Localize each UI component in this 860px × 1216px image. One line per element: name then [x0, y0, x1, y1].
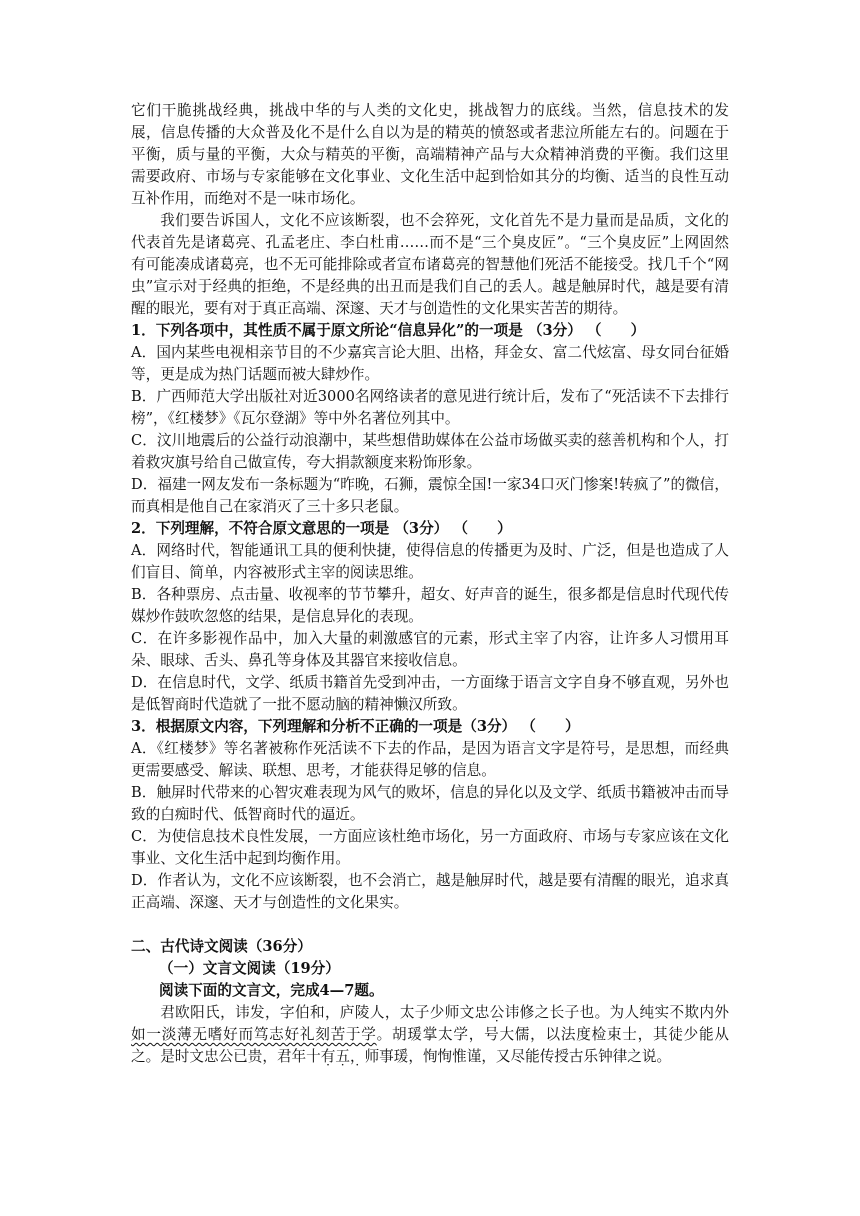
wavy-underlined-phrase: 如一淡薄无嗜好而笃志好礼刻苦于学: [131, 1026, 377, 1043]
question-2-option-a: A．网络时代，智能通讯工具的便利快捷，使得信息的传播更为及时、广泛，但是也造成了人们盲目、简单，内容被形式主宰的阅读思维。: [131, 542, 729, 581]
emphasized-character: 五: [335, 1048, 350, 1065]
document-page: [131, 100, 729, 1068]
question-2-option-c: C．在许多影视作品中，加入大量的刺激感官的元素，形式主宰了内容，让许多人习惯用耳朵、眼球、舌头、鼻孔等身体及其器官来接收信息。: [131, 630, 729, 669]
section-2-subtitle: （一）文言文阅读（19分）: [159, 960, 340, 977]
classical-text-segment: 。胡瑗掌太学，号大儒，以法度检束士，其徒少能从之。是时文忠公已贵，君年: [131, 1026, 729, 1065]
emphasized-character: 有: [320, 1048, 336, 1065]
question-3-option-d: D．作者认为，文化不应该断裂，也不会消亡，越是触屏时代，越是要有清醒的眼光，追求真正高端、深邃、天才与创造性的文化果实。: [131, 872, 729, 911]
question-2-stem: 2．下列理解，不符合原文意思的一项是 （3分） （ ）: [131, 520, 512, 537]
emphasized-character: 忠: [474, 1004, 490, 1021]
question-1-option-a: A．国内某些电视相亲节目的不少嘉宾言论大胆、出格，拜金女、富二代炫富、母女同台征婚等，更是成为热门话题而被大肆炒作。: [131, 344, 729, 383]
question-1-option-d: D．福建一网友发布一条标题为“昨晚，石狮，震惊全国!一家34口灭门惨案!转疯了”的微信，而真相是他自己在家消灭了三十多只老鼠。: [131, 476, 729, 515]
question-2-option-b: B．各种票房、点击量、收视率的节节攀升，超女、好声音的诞生，很多都是信息时代现代传媒炒作鼓吹忽悠的结果，是信息异化的表现。: [131, 586, 729, 625]
question-3-option-c: C．为使信息技术良性发展，一方面应该杜绝市场化，另一方面政府、市场与专家应该在文化事业、文化生活中起到均衡作用。: [131, 828, 729, 867]
section-spacer: [131, 914, 729, 936]
question-3-stem: 3．根据原文内容，下列理解和分析不正确的一项是（3分） （ ）: [131, 718, 580, 735]
question-1-option-c: C．汶川地震后的公益行动浪潮中，某些想借助媒体在公益市场做买卖的慈善机构和个人，打着救灾旗号给自己做宣传，夸大捐款额度来粉饰形象。: [131, 432, 729, 471]
question-3-option-b: B．触屏时代带来的心智灾难表现为风气的败坏，信息的异化以及文学、纸质书籍被冲击而导致的白痴时代、低智商时代的逼近。: [131, 784, 729, 823]
emphasized-character: 十: [306, 1048, 321, 1065]
classical-text-paragraph: [131, 1002, 729, 1068]
classical-text-segment: ，师事瑗，恂恂惟谨，又尽能传授古乐钟律之说。: [349, 1048, 672, 1065]
question-2-option-d: D．在信息时代，文学、纸质书籍首先受到冲击，一方面缘于语言文字自身不够直观，另外也是低智商时代造就了一批不愿动脑的精神懒汉所致。: [131, 674, 729, 713]
section-2-instruction: 阅读下面的文言文，完成4—7题。: [159, 982, 384, 999]
question-3-option-a: A．《红楼梦》等名著被称作死活读不下去的作品，是因为语言文字是符号，是思想，而经典更需要感受、解读、联想、思考，才能获得足够的信息。: [131, 740, 729, 779]
passage-paragraph-2: 我们要告诉国人，文化不应该断裂，也不会猝死，文化首先不是力量而是品质，文化的代表首先是诸葛亮、孔孟老庄、李白杜甫……而不是“三个臭皮匠”。“三个臭皮匠”上网固然有可能凑成诸葛亮，也不无可能排除或者宣布诸葛亮的智慧他们死活不能接受。找几千个“网虫”宣示对于经典的拒绝，不是经典的出丑而是我们自己的丢人。越是触屏时代，越是要有清醒的眼光，要有对于真正高端、深邃、天才与创造性的文化果实苦苦的期待。: [131, 212, 729, 317]
classical-text-segment: 公讳修之长子也。为人纯实不欺内外: [489, 1004, 729, 1021]
classical-text-segment: 君欧阳氏，讳发，字伯和，庐陵人，太子少师文: [160, 1004, 475, 1021]
passage-paragraph-1: 它们干脆挑战经典，挑战中华的与人类的文化史，挑战智力的底线。当然，信息技术的发展，信息传播的大众普及化不是什么自以为是的精英的愤怒或者悲泣所能左右的。问题在于平衡，质与量的平衡，大众与精英的平衡，高端精神产品与大众精神消费的平衡。我们这里需要政府、市场与专家能够在文化事业、文化生活中起到恰如其分的均衡、适当的良性互动互补作用，而绝对不是一味市场化。: [131, 102, 729, 207]
question-1-stem: 1．下列各项中，其性质不属于原文所论“信息异化”的一项是 （3分） （ ）: [131, 322, 646, 339]
question-1-option-b: B．广西师范大学出版社对近3000名网络读者的意见进行统计后，发布了“死活读不下去排行榜”，《红楼梦》《瓦尔登湖》等中外名著位列其中。: [131, 388, 729, 427]
section-2-title: 二、古代诗文阅读（36分）: [131, 938, 312, 955]
